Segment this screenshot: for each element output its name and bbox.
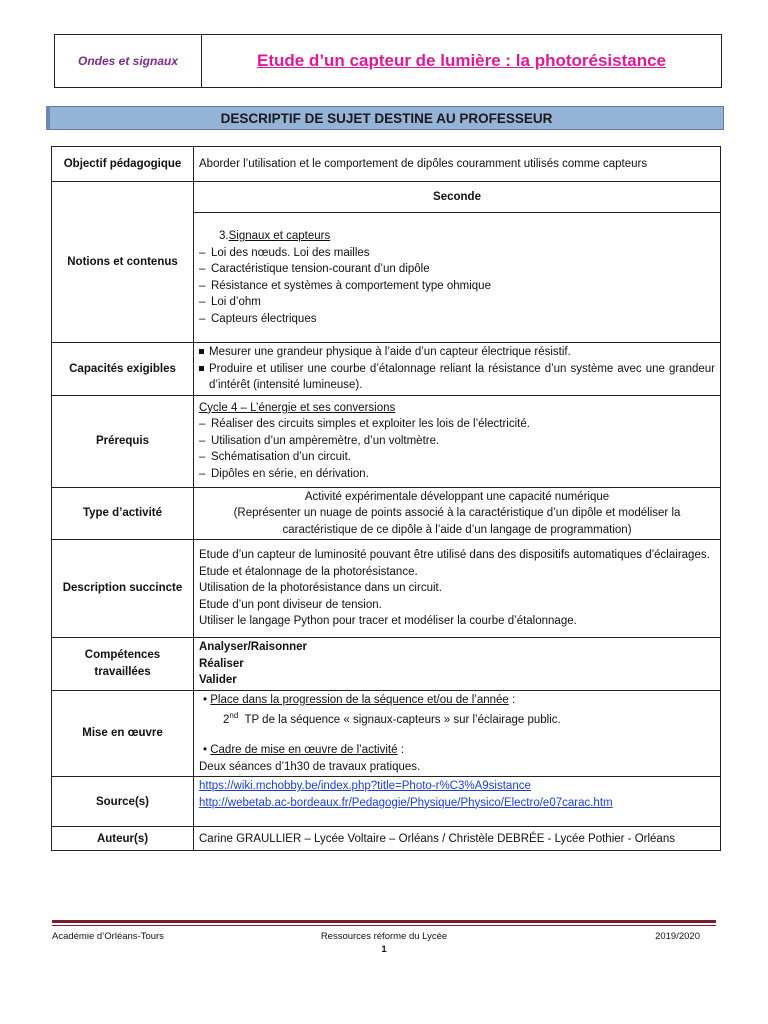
row-description — [52, 540, 721, 638]
description-line: Utiliser le langage Python pour tracer et modéliser la courbe d’étalonnage. — [199, 615, 577, 628]
list-item: – Résistance et systèmes à comportement type ohmique — [199, 278, 715, 295]
list-item: – Caractéristique tension-courant d’un dipôle — [199, 261, 715, 278]
row-auteurs — [52, 827, 721, 851]
row-prerequis — [52, 395, 721, 487]
auteurs-text: Carine GRAULLIER – Lycée Voltaire – Orléans / Christèle DEBRÉE - Lycée Pothier - Orléans — [194, 827, 721, 851]
competence-item: Réaliser — [199, 657, 244, 670]
row-notions-level — [52, 182, 721, 213]
competences-content — [194, 638, 721, 691]
section-banner: DESCRIPTIF DE SUJET DESTINE AU PROFESSEUR — [46, 106, 724, 130]
competence-item: Analyser/Raisonner — [199, 641, 308, 653]
competence-item: Valider — [199, 674, 237, 686]
sources-content — [194, 777, 721, 827]
mise-tp-text: TP de la séquence « signaux-capteurs » sur l’éclairage public. — [244, 713, 561, 726]
label-sources: Source(s) — [52, 777, 194, 827]
description-line: Utilisation de la photorésistance dans un circuit. — [199, 582, 442, 595]
footer-rule-thin — [52, 925, 716, 926]
prerequis-list — [199, 416, 715, 482]
type-line2: (Représenter un nuage de points associé à la caractéristique d’un dipôle et modéliser la caractéristique de ce dipôle à l’aide d’un langage de programmation) — [233, 507, 681, 536]
mise-detail: Deux séances d’1h30 de travaux pratiques. — [199, 760, 421, 773]
notions-section-number: 3. — [219, 230, 229, 242]
category-label: Ondes et signaux — [55, 35, 202, 87]
prerequis-heading: Cycle 4 – L’énergie et ses conversions — [199, 401, 396, 414]
notions-content — [194, 213, 721, 343]
footer-left: Académie d’Orléans-Tours — [52, 931, 164, 942]
page-number: 1 — [381, 944, 387, 955]
bullet-icon: • — [203, 693, 208, 706]
list-item: – Loi d’ohm — [199, 294, 715, 311]
list-item: – Utilisation d’un ampèremètre, d’un voltmètre. — [199, 433, 715, 450]
document-header — [54, 34, 722, 88]
capacites-list — [199, 344, 715, 394]
mise-tp-number: 2 — [223, 713, 230, 726]
footer-right: 2019/2020 — [655, 931, 700, 942]
descriptif-table — [51, 146, 721, 851]
list-item: – Dipôles en série, en dérivation. — [199, 466, 715, 483]
list-item: – Loi des nœuds. Loi des mailles — [199, 245, 715, 262]
row-competences — [52, 638, 721, 691]
row-sources — [52, 777, 721, 827]
row-type — [52, 487, 721, 540]
list-item: – Capteurs électriques — [199, 311, 715, 328]
list-item: Produire et utiliser une courbe d’étalonnage reliant la résistance d’un système avec une grandeur d’intérêt (intensité lumineuse). — [199, 361, 715, 394]
capacites-content — [194, 343, 721, 396]
label-auteurs: Auteur(s) — [52, 827, 194, 851]
row-objectif — [52, 147, 721, 182]
mise-heading-1-text: Place dans la progression de la séquence et/ou de l’année — [210, 693, 509, 706]
notions-section-heading — [199, 228, 715, 245]
label-competences: Compétences travaillées — [52, 638, 194, 691]
mise-tp-line — [199, 708, 715, 728]
label-mise: Mise en œuvre — [52, 690, 194, 777]
type-content — [194, 487, 721, 540]
mise-heading-2-text: Cadre de mise en œuvre de l’activité — [210, 744, 398, 757]
list-item: – Schématisation d’un circuit. — [199, 449, 715, 466]
label-type: Type d’activité — [52, 487, 194, 540]
notions-section-title: Signaux et capteurs — [228, 230, 331, 242]
label-objectif: Objectif pédagogique — [52, 147, 194, 182]
description-line: Etude d’un pont diviseur de tension. — [199, 598, 382, 611]
row-mise — [52, 690, 721, 777]
notions-level: Seconde — [194, 182, 721, 213]
prerequis-content — [194, 395, 721, 487]
mise-heading-2: • Cadre de mise en œuvre de l’activité : — [203, 744, 404, 757]
description-content — [194, 540, 721, 638]
source-link[interactable]: https://wiki.mchobby.be/index.php?title=Photo-r%C3%A9sistance — [199, 780, 531, 793]
label-capacites: Capacités exigibles — [52, 343, 194, 396]
mise-tp-sup: nd — [229, 711, 239, 720]
bullet-icon: • — [203, 744, 208, 757]
source-link[interactable]: http://webetab.ac-bordeaux.fr/Pedagogie/Physique/Physico/Electro/e07carac.htm — [199, 796, 613, 809]
objectif-text: Aborder l’utilisation et le comportement de dipôles couramment utilisés comme capteurs — [194, 147, 721, 182]
type-line1: Activité expérimentale développant une capacité numérique — [304, 490, 610, 503]
mise-content — [194, 690, 721, 777]
label-description: Description succincte — [52, 540, 194, 638]
description-line: Etude d’un capteur de luminosité pouvant être utilisé dans des dispositifs automatiques d’éclairages. — [199, 549, 710, 562]
label-notions: Notions et contenus — [52, 182, 194, 343]
mise-heading-1: • Place dans la progression de la séquence et/ou de l’année : — [203, 693, 516, 706]
description-line: Etude et étalonnage de la photorésistance. — [199, 565, 418, 578]
list-item: Mesurer une grandeur physique à l’aide d’un capteur électrique résistif. — [199, 344, 715, 361]
document-title: Etude d’un capteur de lumière : la photorésistance — [256, 51, 667, 70]
footer-center: Ressources réforme du Lycée — [320, 931, 448, 942]
notions-list — [199, 245, 715, 328]
row-capacites — [52, 343, 721, 396]
label-prerequis: Prérequis — [52, 395, 194, 487]
list-item: – Réaliser des circuits simples et exploiter les lois de l’électricité. — [199, 416, 715, 433]
footer-rule — [52, 920, 716, 923]
